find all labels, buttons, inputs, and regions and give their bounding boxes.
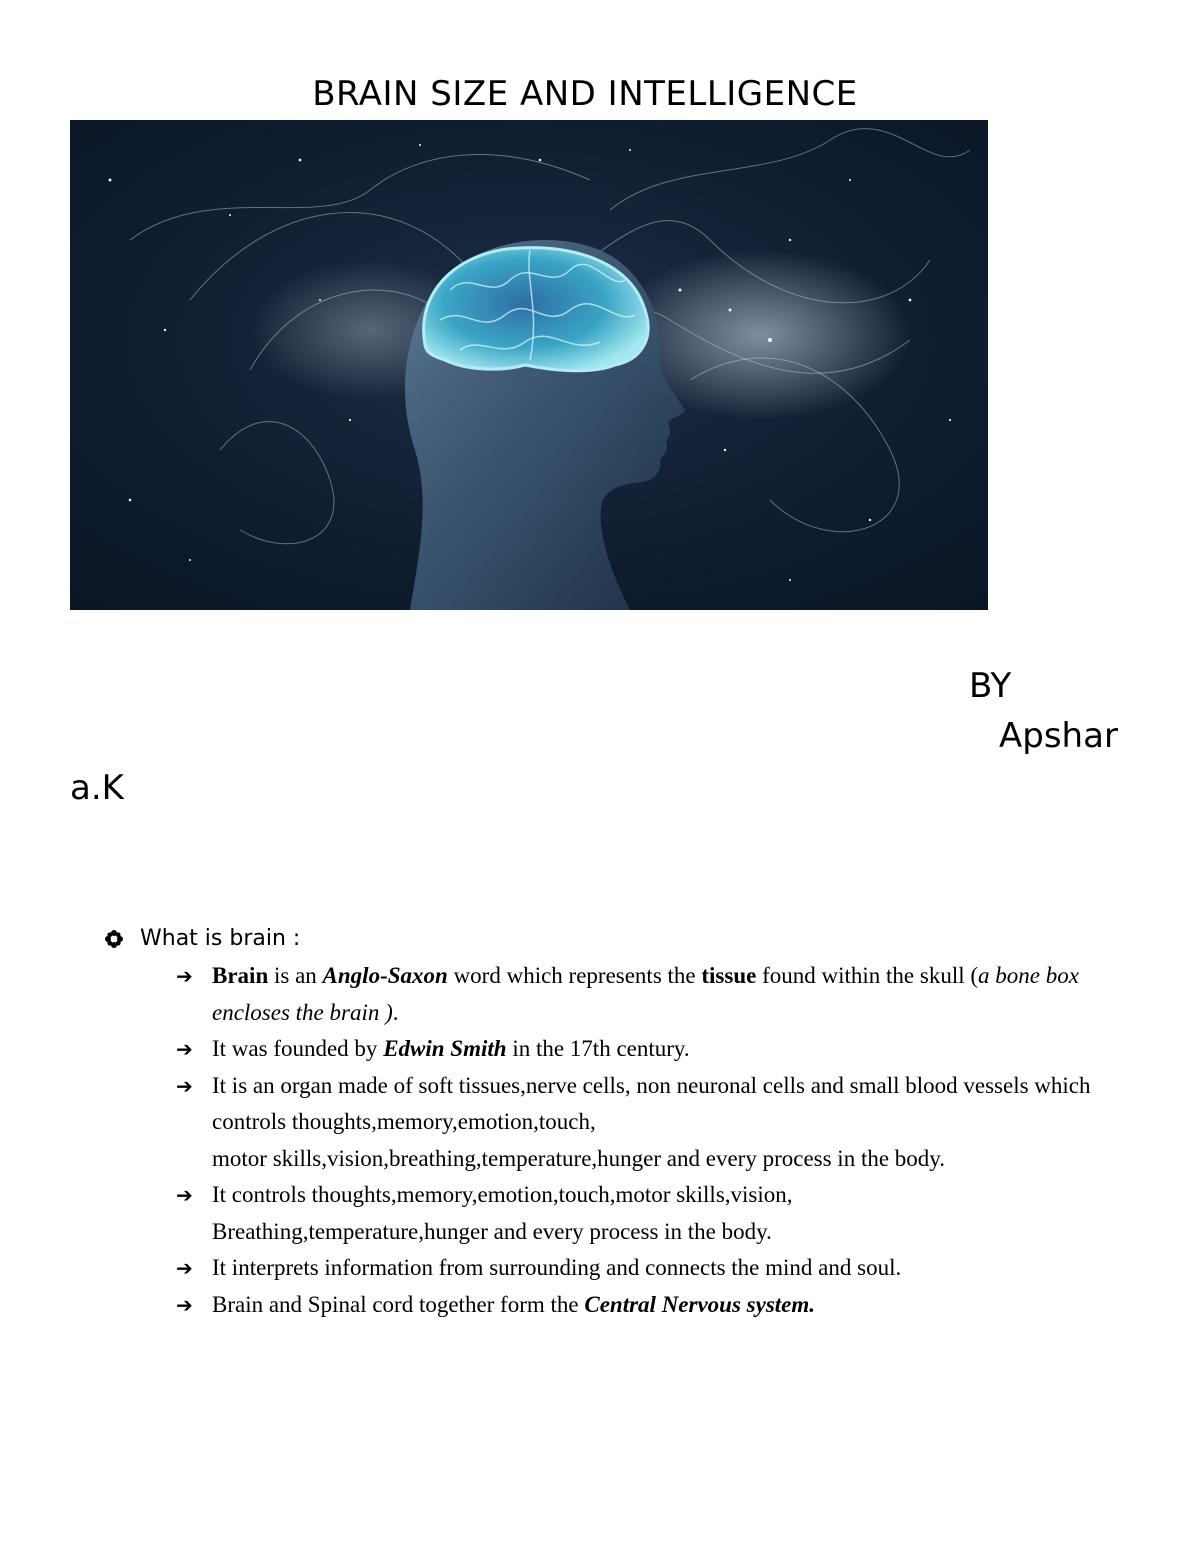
list-item: ➔ It was founded by Edwin Smith in the 17th century. — [104, 1031, 1154, 1068]
arrow-bullet-icon: ➔ — [176, 1073, 193, 1098]
flower-bullet-icon — [104, 929, 124, 949]
arrow-bullet-icon: ➔ — [176, 1037, 193, 1061]
section-heading-row — [104, 920, 1154, 958]
arrow-bullet-icon: ➔ — [176, 1292, 193, 1317]
list-item: ➔ Brain and Spinal cord together form the Central Nervous system. — [104, 1287, 1154, 1324]
brain-illustration — [70, 120, 988, 610]
list-item: ➔ It interprets information from surrounding and connects the mind and soul. — [104, 1250, 1154, 1287]
document-title: BRAIN SIZE AND INTELLIGENCE — [312, 74, 858, 114]
list-item: ➔ It is an organ made of soft tissues,nerve cells, non neuronal cells and small blood vessels which controls thoughts,memory,emotion,touch, motor skills,vision,breathing,temperature,hunger and every process in the body. — [104, 1068, 1154, 1178]
arrow-bullet-icon: ➔ — [176, 964, 193, 988]
brain-facts-list — [104, 958, 1154, 1323]
arrow-bullet-icon: ➔ — [176, 1256, 193, 1280]
what-is-brain-section — [104, 920, 1154, 1323]
byline-author-part1: Apshar — [999, 716, 1118, 756]
byline-by: BY — [969, 666, 1012, 706]
arrow-bullet-icon: ➔ — [176, 1183, 193, 1207]
section-heading: What is brain : — [140, 926, 301, 951]
byline-author-part2: a.K — [70, 768, 124, 808]
list-item: ➔ It controls thoughts,memory,emotion,touch,motor skills,vision, Breathing,temperature,hunger and every process in the body. — [104, 1177, 1154, 1250]
list-item: ➔ Brain is an Anglo-Saxon word which represents the tissue found within the skull (a bone box encloses the brain ). — [104, 958, 1154, 1031]
